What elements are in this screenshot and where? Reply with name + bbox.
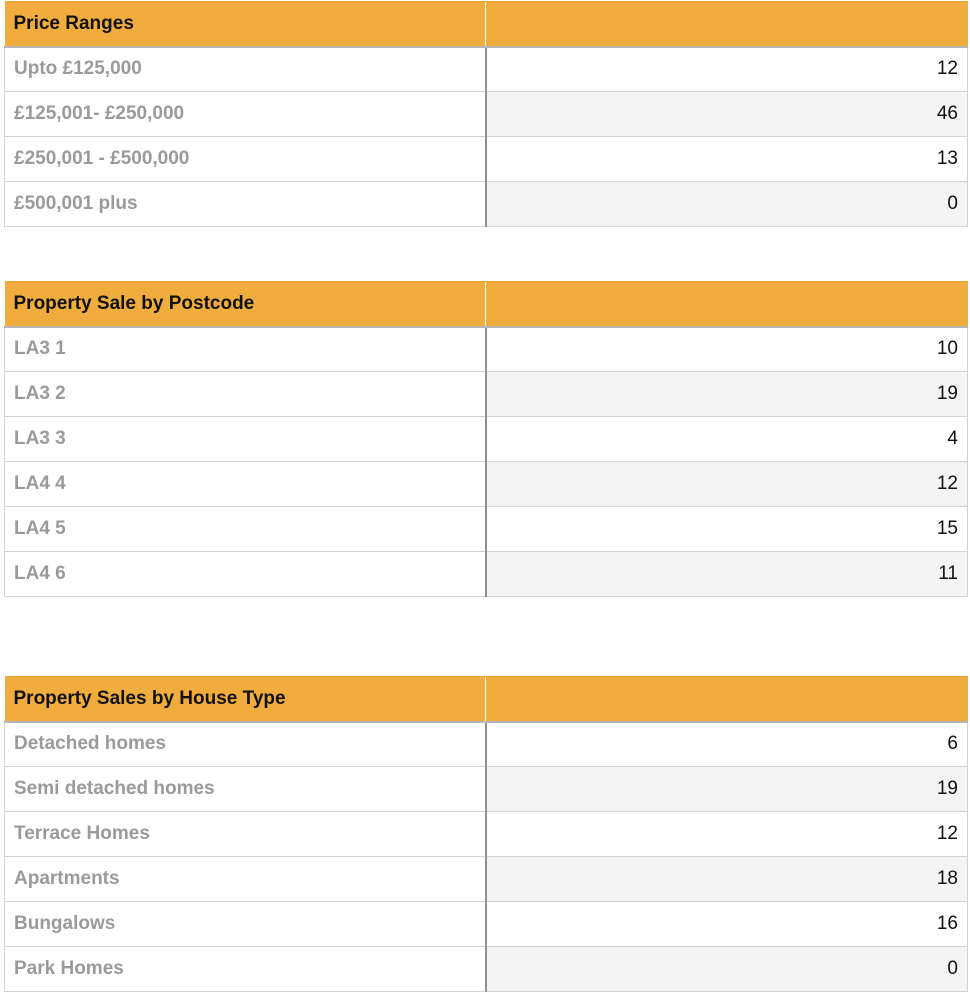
row-value: 0 (486, 947, 968, 992)
row-label: Terrace Homes (5, 812, 486, 857)
table-row (5, 372, 968, 417)
table-row (5, 507, 968, 552)
table-row (5, 92, 968, 137)
row-label: LA4 6 (5, 552, 486, 597)
postcode-table (4, 281, 968, 597)
table-row (5, 182, 968, 227)
table-row (5, 767, 968, 812)
header-blank-cell (486, 677, 968, 722)
house-type-table (4, 676, 968, 992)
table-row (5, 902, 968, 947)
row-value: 12 (486, 47, 968, 92)
price-ranges-table (4, 1, 968, 227)
row-value: 10 (486, 327, 968, 372)
table-row (5, 327, 968, 372)
postcode-title: Property Sale by Postcode (5, 282, 486, 327)
row-label: £250,001 - £500,000 (5, 137, 486, 182)
row-value: 0 (486, 182, 968, 227)
row-label: LA4 4 (5, 462, 486, 507)
row-value: 12 (486, 812, 968, 857)
house-type-title: Property Sales by House Type (5, 677, 486, 722)
row-value: 13 (486, 137, 968, 182)
row-value: 15 (486, 507, 968, 552)
table-header-row (5, 2, 968, 47)
table-row (5, 722, 968, 767)
row-label: LA3 3 (5, 417, 486, 462)
row-value: 6 (486, 722, 968, 767)
row-value: 46 (486, 92, 968, 137)
row-value: 19 (486, 767, 968, 812)
row-value: 19 (486, 372, 968, 417)
table-row (5, 857, 968, 902)
row-label: Detached homes (5, 722, 486, 767)
row-label: LA4 5 (5, 507, 486, 552)
row-label: Bungalows (5, 902, 486, 947)
row-value: 11 (486, 552, 968, 597)
header-blank-cell (486, 2, 968, 47)
row-label: £500,001 plus (5, 182, 486, 227)
row-label: Semi detached homes (5, 767, 486, 812)
table-row (5, 812, 968, 857)
table-header-row (5, 677, 968, 722)
table-row (5, 47, 968, 92)
row-label: LA3 1 (5, 327, 486, 372)
row-label: Upto £125,000 (5, 47, 486, 92)
row-label: £125,001- £250,000 (5, 92, 486, 137)
price-ranges-title: Price Ranges (5, 2, 486, 47)
table-row (5, 137, 968, 182)
table-row (5, 417, 968, 462)
row-value: 18 (486, 857, 968, 902)
row-value: 16 (486, 902, 968, 947)
row-value: 4 (486, 417, 968, 462)
row-label: LA3 2 (5, 372, 486, 417)
row-value: 12 (486, 462, 968, 507)
row-label: Park Homes (5, 947, 486, 992)
header-blank-cell (486, 282, 968, 327)
table-row (5, 462, 968, 507)
row-label: Apartments (5, 857, 486, 902)
table-row (5, 552, 968, 597)
table-header-row (5, 282, 968, 327)
table-row (5, 947, 968, 992)
